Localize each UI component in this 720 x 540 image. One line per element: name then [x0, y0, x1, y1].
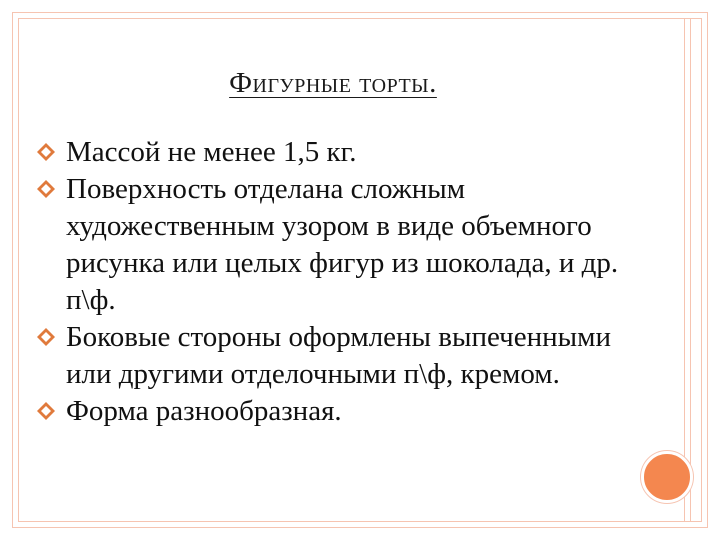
slide-title: Фигурные торты.	[229, 67, 437, 99]
list-item	[34, 171, 634, 319]
bullet-text: Массой не менее 1,5 кг.	[66, 136, 357, 168]
side-line-left	[684, 18, 685, 522]
diamond-bullet-icon	[36, 142, 56, 162]
bullet-text: Боковые стороны оформлены выпеченными или другими отделочными п\ф, кремом.	[66, 321, 611, 390]
diamond-bullet-icon	[36, 179, 56, 199]
diamond-bullet-icon	[36, 401, 56, 421]
side-line-right	[690, 18, 691, 522]
list-item	[34, 319, 634, 393]
bullet-list	[34, 134, 634, 430]
orange-circle-decoration	[641, 451, 693, 503]
bullet-text: Поверхность отделана сложным художественным узором в виде объемного рисунка или целых фигур из шоколада, и др. п\ф.	[66, 173, 619, 316]
list-item	[34, 393, 634, 430]
bullet-text: Форма разнообразная.	[66, 395, 342, 427]
list-item	[34, 134, 634, 171]
diamond-bullet-icon	[36, 327, 56, 347]
